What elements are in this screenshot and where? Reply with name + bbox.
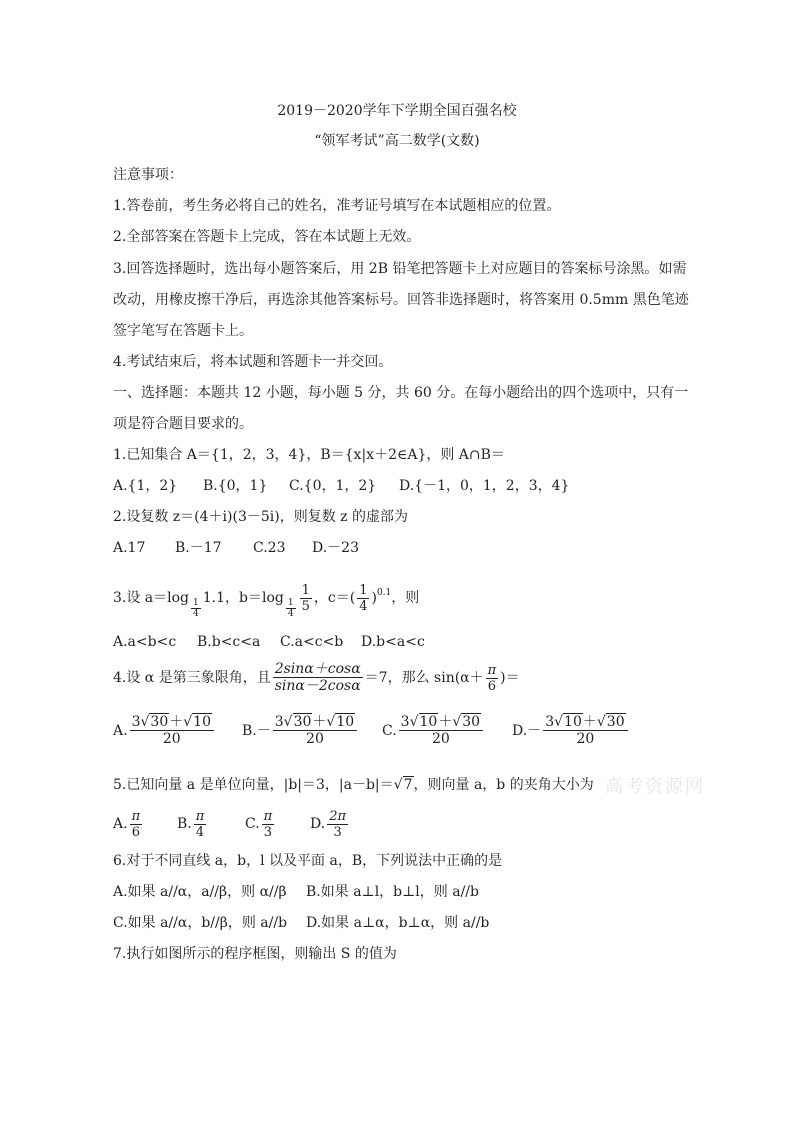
q4-ratio-den: sinα－2cosα [274, 678, 361, 694]
q5-option-b-frac [194, 809, 207, 840]
q7-stem: 7.执行如图所示的程序框图，则输出 S 的值为 [113, 946, 397, 962]
q5-option-b [177, 806, 208, 842]
q6-option-a: A.如果 a//α，a//β，则 α//β [113, 884, 287, 900]
q4-d-rad-1: 10 [564, 714, 582, 730]
q3-frac-b-den: 5 [301, 598, 310, 614]
q3-option-c: C.a<c<b [280, 634, 344, 650]
q6-option-d: D.如果 a⊥α，b⊥α，则 a//b [306, 915, 490, 931]
q5-b-num: π [195, 808, 205, 824]
q4-a-rad-1: 30 [150, 714, 169, 730]
q5-c-num: π [263, 808, 273, 824]
q5-option-c [245, 806, 276, 842]
q5-option-a-frac [130, 809, 143, 840]
q4-option-b-frac [273, 714, 357, 748]
q3-log-base-b [284, 598, 298, 619]
watermark: 高考资源网 [605, 776, 705, 797]
q6-stem: 6.对于不同直线 a，b，l 以及平面 a，B，下列说法中正确的是 [113, 853, 503, 869]
q2-option-d: D.－23 [312, 540, 359, 556]
notes-heading: 注意事项： [113, 167, 183, 183]
q3-text-4: ，则 [391, 590, 420, 606]
q5-stem: 5.已知向量 a 是单位向量，|b|＝3，|a－b|＝√7，则向量 a，b 的夹角大小为 [113, 777, 594, 793]
q2-option-c: C.23 [253, 540, 286, 556]
q4-b-coef: 3 [274, 714, 284, 730]
q3-log-base-a [189, 598, 203, 619]
q4-option-c [382, 712, 485, 750]
q3-base-b-den: 4 [287, 609, 294, 619]
q3-option-a: A.a<b<c [113, 634, 177, 650]
q3-option-b: B.b<c<a [197, 634, 261, 650]
q4-option-c-label: C. [382, 723, 397, 739]
q6-option-b: B.如果 a⊥l，b⊥l，则 a//b [306, 884, 479, 900]
note-3-line-1: 3.回答选择题时，选出每小题答案后，用 2B 铅笔把答题卡上对应题目的答案标号涂黑。如需 [113, 261, 687, 277]
q2-option-a: A.17 [113, 540, 146, 556]
q3-log-arg-a: 1.1 [202, 590, 226, 606]
q5-option-c-frac [262, 809, 275, 840]
q4-d-rad-2: 30 [606, 714, 625, 730]
note-1: 1.答卷前，考生务必将自己的姓名，准考证号填写在本试题相应的位置。 [113, 198, 561, 214]
q5-option-b-label: B. [177, 816, 192, 832]
note-3-line-3: 签字笔写在答题卡上。 [113, 323, 253, 339]
note-3-line-2: 改动，用橡皮擦干净后，再选涂其他答案标号。回答非选择题时，将答案用 0.5mm 黑色笔迹 [113, 292, 689, 308]
section-heading-line-1: 一、选择题：本题共 12 小题，每小题 5 分，共 60 分。在每小题给出的四个选项中，只有一 [113, 385, 689, 401]
q4-ratio-frac [273, 661, 363, 695]
q4-text-2: ＝7，那么 sin(α＋ [364, 670, 484, 686]
q4-a-plus: ＋ [169, 714, 184, 730]
q4-option-d-den: 20 [576, 731, 595, 747]
q5-d-den: 3 [333, 824, 342, 840]
q5-option-d-label: D. [310, 816, 326, 832]
q4-d-plus: ＋ [582, 714, 597, 730]
q5-a-num: π [131, 808, 141, 824]
q5-option-c-label: C. [245, 816, 260, 832]
q4-text-1: 4.设 α 是第三象限角，且 [113, 670, 271, 686]
q5-rad: 7 [403, 777, 413, 793]
q4-option-d-label: D.－ [512, 723, 542, 739]
q4-text-3: )＝ [500, 670, 520, 686]
q4-option-c-frac [399, 714, 483, 748]
q4-d-coef: 3 [545, 714, 555, 730]
q3-stem: 3.设 a＝log $_{\frac{1}{4}}$ 1.1，b＝log $_{\frac{1}{4}}$ $\frac{1}{5}$ ，c＝( $\frac{1}{4}$ )$^{0.1}$，则 [113, 582, 420, 619]
q4-option-a-frac [130, 714, 214, 748]
q5-option-d-frac [327, 809, 348, 840]
note-4: 4.考试结束后，将本试题和答题卡一并交回。 [113, 354, 393, 370]
q3-base-b-num: 1 [287, 598, 294, 608]
q4-pi-den: 6 [487, 678, 497, 694]
q5-option-a [113, 806, 144, 842]
q4-b-rad-2: 10 [336, 714, 355, 730]
q5-text-2: ，则向量 a，b 的夹角大小为 [413, 777, 594, 793]
q3-text-1: 3.设 a＝log [113, 590, 190, 606]
section-heading-line-2: 项是符合题目要求的。 [113, 416, 253, 432]
note-2: 2.全部答案在答题卡上完成，答在本试题上无效。 [113, 229, 421, 245]
q4-option-a [113, 712, 216, 750]
q4-pi-frac [486, 663, 499, 694]
q3-base-a-den: 4 [193, 609, 199, 619]
q4-stem [113, 660, 520, 696]
q4-option-a-num: 3√30＋√10 [130, 714, 214, 731]
q4-a-coef: 3 [131, 714, 141, 730]
q2-option-b: B.－17 [175, 540, 222, 556]
q4-option-b [242, 712, 359, 750]
q5-option-d [310, 806, 350, 842]
q5-c-den: 3 [263, 824, 273, 840]
q4-option-b-num: 3√30＋√10 [273, 714, 357, 731]
q5-text-1: 5.已知向量 a 是单位向量，|b|＝3，|a－b|＝ [113, 777, 394, 793]
exam-subtitle: “领军考试”高二数学(文数) [314, 133, 480, 149]
q3-frac-b-num: 1 [301, 582, 310, 598]
q3-option-d: D.b<a<c [361, 634, 425, 650]
q3-exponent: 0.1 [376, 588, 392, 598]
q5-a-den: 6 [131, 824, 140, 840]
q4-option-c-den: 20 [431, 731, 450, 747]
q4-c-plus: ＋ [438, 714, 453, 730]
q4-pi-num: π [487, 662, 497, 678]
q4-option-b-den: 20 [306, 731, 324, 747]
q3-base-a-num: 1 [193, 598, 199, 608]
q4-option-d [512, 712, 630, 750]
q4-option-d-num: 3√10＋√30 [543, 714, 627, 731]
q4-ratio-num: 2sinα＋cosα [274, 661, 361, 677]
q4-a-rad-2: 10 [193, 714, 211, 730]
q3-frac-b [300, 583, 312, 614]
q3-text-3: ，c＝( [313, 590, 356, 606]
q4-c-rad-2: 30 [462, 714, 481, 730]
q1-stem: 1.已知集合 A＝{1，2，3，4}，B＝{x|x＋2∈A}，则 A∩B＝ [113, 447, 505, 463]
q1-option-c: C.{0，1，2} [289, 478, 377, 494]
exam-title: 2019－2020学年下学期全国百强名校 [277, 103, 517, 119]
q4-option-d-frac [543, 714, 627, 748]
q5-d-num: 2π [329, 808, 347, 824]
q2-stem: 2.设复数 z＝(4＋i)(3－5i)，则复数 z 的虚部为 [113, 509, 408, 525]
q4-option-b-label: B.－ [242, 723, 271, 739]
q1-option-b: B.{0，1} [203, 478, 268, 494]
q4-option-a-label: A. [113, 723, 128, 739]
q4-option-a-den: 20 [162, 731, 181, 747]
q5-b-den: 4 [195, 824, 205, 840]
q5-option-a-label: A. [113, 816, 128, 832]
q4-c-coef: 3 [400, 714, 410, 730]
q3-frac-c-den: 4 [359, 598, 368, 614]
q1-option-a: A.{1，2} [113, 478, 178, 494]
q4-c-rad-1: 10 [419, 714, 438, 730]
q4-b-plus: ＋ [312, 714, 327, 730]
q3-text-2: ，b＝log [225, 590, 284, 606]
q4-b-rad-1: 30 [293, 714, 312, 730]
q3-frac-c-num: 1 [359, 582, 368, 598]
q4-option-c-num: 3√10＋√30 [399, 714, 483, 731]
q1-option-d: D.{－1，0，1，2，3，4} [399, 478, 570, 494]
q3-frac-c [357, 583, 369, 614]
q6-option-c: C.如果 a//α，b//β，则 a//b [113, 915, 288, 931]
